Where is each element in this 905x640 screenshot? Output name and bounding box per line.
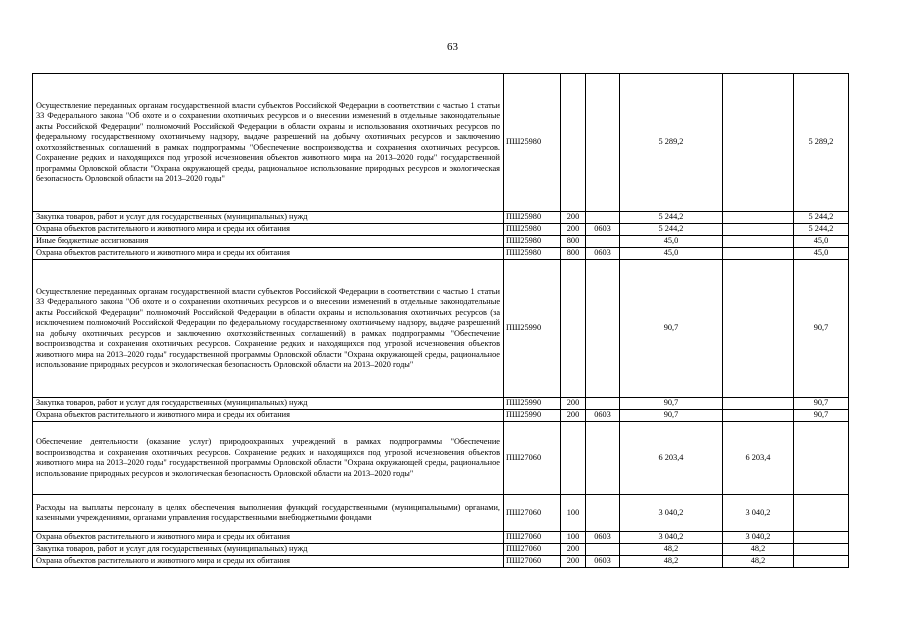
row-expense-type: 200	[561, 410, 586, 422]
row-target-code: ПШ27060	[504, 495, 561, 532]
table-row	[33, 556, 849, 568]
row-amount-col1	[723, 236, 794, 248]
row-section-code	[586, 74, 620, 212]
row-total-amount: 90,7	[620, 410, 723, 422]
row-amount-col2	[794, 544, 849, 556]
row-target-code: ПШ27060	[504, 422, 561, 495]
table-row	[33, 212, 849, 224]
row-expense-type: 200	[561, 212, 586, 224]
row-target-code: ПШ25980	[504, 236, 561, 248]
row-target-code: ПШ25990	[504, 398, 561, 410]
row-target-code: ПШ27060	[504, 556, 561, 568]
budget-table	[32, 73, 849, 568]
row-amount-col2	[794, 495, 849, 532]
row-section-code	[586, 260, 620, 398]
row-amount-col1	[723, 74, 794, 212]
row-amount-col2: 45,0	[794, 236, 849, 248]
row-description: Осуществление переданных органам государственной власти субъектов Российской Федерации в соответствии с частью 1 статьи 33 Федерального закона "Об охоте и о сохранении охотничьих ресурсов и о внесении изменений в отдельные законодательные акты Российской Федерации" полномочий Российской Федерации в области охраны и использования охотничьих ресурсов по федеральному государственному охотничьему надзору, выдаче разрешений на добычу охотничьих ресурсов и заключению охотхозяйственных соглашений в рамках подпрограммы "Обеспечение воспроизводства и сохранения охотничьих ресурсов. Сохранение редких и находящихся под угрозой исчезновения объектов животного мира на 2013–2020 годы" государственной программы Орловской области "Охрана окружающей среды, рациональное использование природных ресурсов и экологическая безопасность Орловской области на 2013–2020 годы"	[33, 74, 504, 212]
row-section-code	[586, 495, 620, 532]
row-amount-col1: 3 040,2	[723, 495, 794, 532]
row-amount-col2	[794, 556, 849, 568]
row-description: Охрана объектов растительного и животного мира и среды их обитания	[33, 410, 504, 422]
table-row	[33, 544, 849, 556]
row-amount-col1: 48,2	[723, 556, 794, 568]
row-section-code: 0603	[586, 248, 620, 260]
row-section-code: 0603	[586, 556, 620, 568]
row-target-code: ПШ25980	[504, 224, 561, 236]
row-total-amount: 90,7	[620, 260, 723, 398]
row-amount-col2: 90,7	[794, 410, 849, 422]
row-description: Охрана объектов растительного и животного мира и среды их обитания	[33, 224, 504, 236]
row-expense-type: 800	[561, 248, 586, 260]
row-amount-col1	[723, 248, 794, 260]
row-amount-col1	[723, 410, 794, 422]
table-row	[33, 410, 849, 422]
row-target-code: ПШ25990	[504, 260, 561, 398]
row-total-amount: 3 040,2	[620, 532, 723, 544]
row-total-amount: 6 203,4	[620, 422, 723, 495]
row-section-code	[586, 422, 620, 495]
row-expense-type	[561, 74, 586, 212]
row-amount-col1	[723, 224, 794, 236]
row-section-code	[586, 398, 620, 410]
row-description: Расходы на выплаты персоналу в целях обеспечения выполнения функций государственными (муниципальными) органами, казенными учреждениями, органами управления государственными внебюджетными фондами	[33, 495, 504, 532]
table-row	[33, 398, 849, 410]
row-total-amount: 45,0	[620, 248, 723, 260]
row-expense-type: 200	[561, 224, 586, 236]
row-amount-col2	[794, 532, 849, 544]
table-row	[33, 495, 849, 532]
row-amount-col1: 48,2	[723, 544, 794, 556]
row-section-code	[586, 236, 620, 248]
row-description: Охрана объектов растительного и животного мира и среды их обитания	[33, 556, 504, 568]
row-amount-col2: 90,7	[794, 398, 849, 410]
row-target-code: ПШ25980	[504, 212, 561, 224]
row-amount-col1	[723, 260, 794, 398]
row-amount-col2: 90,7	[794, 260, 849, 398]
row-amount-col1	[723, 398, 794, 410]
row-section-code: 0603	[586, 532, 620, 544]
row-total-amount: 3 040,2	[620, 495, 723, 532]
row-target-code: ПШ27060	[504, 544, 561, 556]
page-number: 63	[447, 41, 458, 53]
row-expense-type: 800	[561, 236, 586, 248]
table-row	[33, 74, 849, 212]
row-amount-col1: 6 203,4	[723, 422, 794, 495]
row-amount-col1	[723, 212, 794, 224]
row-description: Охрана объектов растительного и животного мира и среды их обитания	[33, 248, 504, 260]
row-amount-col2: 45,0	[794, 248, 849, 260]
row-expense-type	[561, 260, 586, 398]
row-section-code	[586, 212, 620, 224]
table-row	[33, 422, 849, 495]
row-total-amount: 5 289,2	[620, 74, 723, 212]
row-target-code: ПШ25990	[504, 410, 561, 422]
row-description: Осуществление переданных органам государственной власти субъектов Российской Федерации в соответствии с частью 1 статьи 33 Федерального закона "Об охоте и о сохранении охотничьих ресурсов и о внесении изменений в отдельные законодательные акты Российской Федерации" полномочий Российской Федерации в области охраны и использования охотничьих ресурсов (за исключением полномочий Российской Федерации по федеральному государственному охотничьему надзору, выдаче разрешений на добычу охотничьих ресурсов и заключению охотхозяйственных соглашений) в рамках подпрограммы "Обеспечение воспроизводства и сохранения охотничьих ресурсов. Сохранение редких и находящихся под угрозой исчезновения объектов животного мира на 2013–2020 годы" государственной программы Орловской области "Охрана окружающей среды, рациональное использование природных ресурсов и экологическая безопасность Орловской области на 2013–2020 годы"	[33, 260, 504, 398]
row-total-amount: 5 244,2	[620, 224, 723, 236]
row-description: Охрана объектов растительного и животного мира и среды их обитания	[33, 532, 504, 544]
row-expense-type: 100	[561, 495, 586, 532]
row-description: Закупка товаров, работ и услуг для государственных (муниципальных) нужд	[33, 212, 504, 224]
row-amount-col2: 5 244,2	[794, 224, 849, 236]
table-row	[33, 532, 849, 544]
row-expense-type: 200	[561, 398, 586, 410]
row-target-code: ПШ27060	[504, 532, 561, 544]
row-total-amount: 90,7	[620, 398, 723, 410]
row-section-code: 0603	[586, 224, 620, 236]
table-row	[33, 224, 849, 236]
row-total-amount: 48,2	[620, 556, 723, 568]
row-description: Иные бюджетные ассигнования	[33, 236, 504, 248]
row-total-amount: 5 244,2	[620, 212, 723, 224]
row-amount-col1: 3 040,2	[723, 532, 794, 544]
row-total-amount: 48,2	[620, 544, 723, 556]
row-amount-col2: 5 289,2	[794, 74, 849, 212]
row-total-amount: 45,0	[620, 236, 723, 248]
table-row	[33, 260, 849, 398]
row-expense-type	[561, 422, 586, 495]
row-section-code	[586, 544, 620, 556]
row-amount-col2: 5 244,2	[794, 212, 849, 224]
row-expense-type: 200	[561, 556, 586, 568]
row-expense-type: 100	[561, 532, 586, 544]
table-row	[33, 248, 849, 260]
row-amount-col2	[794, 422, 849, 495]
row-description: Обеспечение деятельности (оказание услуг) природоохранных учреждений в рамках подпрограммы "Обеспечение воспроизводства и сохранения охотничьих ресурсов. Сохранение редких и находящихся под угрозой исчезновения объектов животного мира на 2013–2020 годы" государственной программы Орловской области "Охрана окружающей среды, рациональное использование природных ресурсов и экологическая безопасность Орловской области на 2013–2020 годы"	[33, 422, 504, 495]
row-description: Закупка товаров, работ и услуг для государственных (муниципальных) нужд	[33, 544, 504, 556]
row-description: Закупка товаров, работ и услуг для государственных (муниципальных) нужд	[33, 398, 504, 410]
row-target-code: ПШ25980	[504, 248, 561, 260]
row-expense-type: 200	[561, 544, 586, 556]
row-section-code: 0603	[586, 410, 620, 422]
table-row	[33, 236, 849, 248]
row-target-code: ПШ25980	[504, 74, 561, 212]
